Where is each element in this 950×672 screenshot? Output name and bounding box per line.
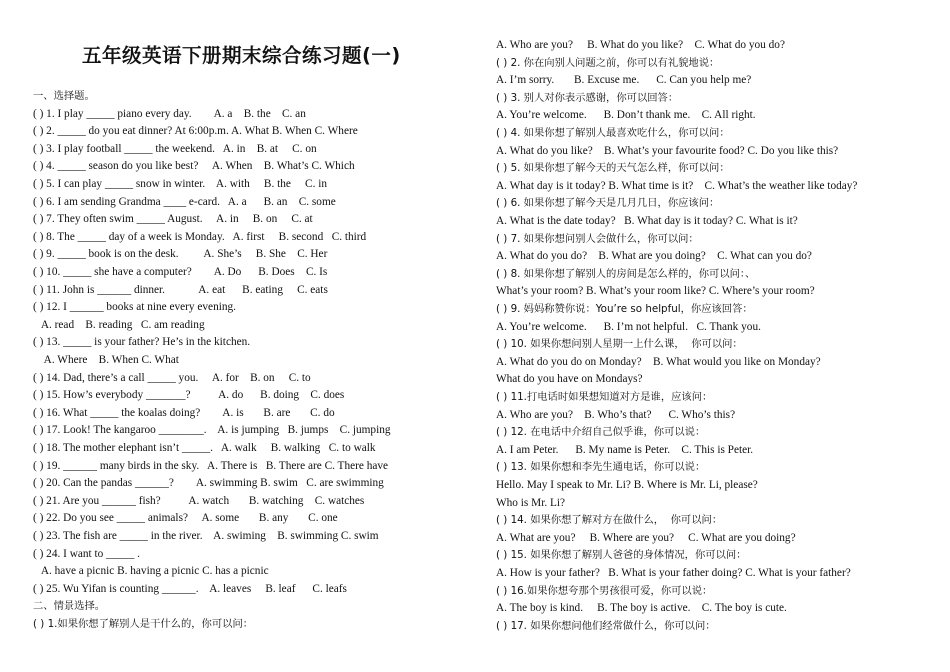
right-line: A. What is the date today? B. What day is it today? C. What is it? (496, 215, 798, 227)
right-line: A. Who are you? B. Who’s that? C. Who’s this? (496, 408, 736, 421)
left-line: ( ) 6. I am sending Grandma ____ e-card. A. a B. an C. some (33, 195, 336, 208)
left-line: ( ) 24. I want to _____ . (33, 547, 140, 560)
right-line: ( ) 17. 如果你想问他们经常做什么，你可以问： (496, 619, 716, 632)
right-line: A. What day is it today? B. What time is it? C. What’s the weather like today? (496, 179, 858, 192)
right-line: A. How is your father? B. What is your father doing? C. What is your father? (496, 567, 851, 579)
right-line: A. The boy is kind. B. The boy is active. C. The boy is cute. (496, 602, 787, 615)
left-line: ( ) 7. They often swim _____ August. A. in B. on C. at (33, 213, 313, 226)
left-line: ( ) 4. _____ season do you like best? A. When B. What’s C. Which (33, 160, 355, 173)
left-line: ( ) 15. How’s everybody _______? A. do B. doing C. does (33, 389, 345, 402)
right-line: A. What do you like? B. What’s your favourite food? C. Do you like this? (496, 144, 839, 157)
right-line: Who is Mr. Li? (496, 496, 566, 509)
left-line: ( ) 17. Look! The kangaroo ________. A. is jumping B. jumps C. jumping (33, 424, 391, 437)
left-line: ( ) 22. Do you see _____ animals? A. some B. any C. one (33, 512, 338, 525)
page-title: 五年级英语下册期末综合练习题(一) (82, 44, 401, 67)
right-line: A. What do you do? B. What are you doing? C. What can you do? (496, 250, 812, 263)
right-line: ( ) 14. 如果你想了解对方在做什么， 你可以问： (496, 514, 723, 527)
right-line: ( ) 4. 如果你想了解别人最喜欢吃什么，你可以问： (496, 127, 730, 139)
right-line: ( ) 6. 如果你想了解今天是几月几日，你应该问： (496, 197, 720, 210)
right-line: A. Who are you? B. What do you like? C. What do you do? (496, 39, 785, 51)
right-line: ( ) 11.打电话时如果想知道对方是谁，应该问： (496, 391, 713, 403)
left-line: ( ) 23. The fish are _____ in the river. A. swiming B. swimming C. swim (33, 530, 379, 542)
left-line: ( ) 16. What _____ the koalas doing? A. is B. are C. do (33, 406, 335, 419)
right-line: ( ) 16.如果你想夸那个男孩很可爱，你可以说： (496, 584, 713, 597)
right-line: ( ) 13. 如果你想和李先生通电话，你可以说： (496, 461, 706, 474)
right-line: ( ) 10. 如果你想问别人星期一上什么课， 你可以问： (496, 338, 743, 351)
right-line: What do you have on Mondays? (496, 373, 643, 386)
right-line: ( ) 15. 如果你想了解别人爸爸的身体情况，你可以问： (496, 549, 747, 562)
left-line: ( ) 13. _____ is your father? He’s in the kitchen. (33, 336, 251, 349)
left-line: ( ) 1.如果你想了解别人是干什么的，你可以问： (33, 618, 254, 630)
left-line: A. have a picnic B. having a picnic C. has a picnic (33, 565, 269, 578)
left-line: ( ) 18. The mother elephant isn’t _____. A. walk B. walking C. to walk (33, 442, 376, 454)
right-line: A. I am Peter. B. My name is Peter. C. This is Peter. (496, 443, 754, 456)
left-line: ( ) 19. ______ many birds in the sky. A. There is B. There are C. There have (33, 459, 389, 472)
right-line: Hello. May I speak to Mr. Li? B. Where is Mr. Li, please? (496, 479, 758, 491)
left-line: 一、选择题。 (33, 90, 95, 102)
left-line: A. Where B. When C. What (33, 354, 179, 366)
left-line: ( ) 11. John is ______ dinner. A. eat B. eating C. eats (33, 283, 328, 296)
left-line: ( ) 20. Can the pandas ______? A. swimming B. swim C. are swimming (33, 477, 384, 490)
right-line: ( ) 7. 如果你想问别人会做什么，你可以问： (496, 232, 699, 245)
left-line: ( ) 14. Dad, there’s a call _____ you. A. for B. on C. to (33, 371, 311, 384)
left-line: ( ) 2. _____ do you eat dinner? At 6:00p.m. A. What B. When C. Where (33, 125, 358, 138)
right-line: A. I’m sorry. B. Excuse me. C. Can you help me? (496, 74, 752, 87)
right-line: A. You’re welcome. B. I’m not helpful. C. Thank you. (496, 320, 761, 333)
right-line: ( ) 8. 如果你想了解别人的房间是怎么样的，你可以问：、 (496, 267, 756, 280)
left-line: ( ) 21. Are you ______ fish? A. watch B. watching C. watches (33, 494, 365, 507)
left-line: ( ) 25. Wu Yifan is counting ______. A. leaves B. leaf C. leafs (33, 582, 347, 595)
left-line: ( ) 1. I play _____ piano every day. A. a B. the C. an (33, 107, 306, 120)
right-line: ( ) 12. 在电话中介绍自己似乎谁，你可以说： (496, 426, 706, 439)
right-line: ( ) 3. 别人对你表示感谢，你可以回答： (496, 91, 679, 104)
right-line: ( ) 5. 如果你想了解今天的天气怎么样，你可以问： (496, 162, 730, 175)
right-line: What’s your room? B. What’s your room like? C. Where’s your room? (496, 285, 815, 298)
right-line: ( ) 2. 你在向别人问题之前，你可以有礼貌地说： (496, 56, 720, 69)
right-line: A. What are you? B. Where are you? C. What are you doing? (496, 531, 796, 544)
right-line: ( ) 9. 妈妈称赞你说：You’re so helpful，你应该回答： (496, 303, 753, 315)
left-line: ( ) 5. I can play _____ snow in winter. A. with B. the C. in (33, 178, 328, 190)
right-line: A. You’re welcome. B. Don’t thank me. C. All right. (496, 109, 756, 122)
left-line: A. read B. reading C. am reading (33, 318, 205, 331)
left-line: ( ) 8. The _____ day of a week is Monday. A. first B. second C. third (33, 230, 367, 243)
left-line: ( ) 10. _____ she have a computer? A. Do B. Does C. Is (33, 266, 328, 278)
left-line: ( ) 12. I ______ books at nine every evening. (33, 301, 236, 314)
left-line: ( ) 9. _____ book is on the desk. A. She’s B. She C. Her (33, 248, 328, 261)
left-line: ( ) 3. I play football _____ the weekend. A. in B. at C. on (33, 142, 317, 155)
left-line: 二、情景选择。 (33, 600, 106, 613)
right-line: A. What do you do on Monday? B. What would you like on Monday? (496, 355, 821, 368)
